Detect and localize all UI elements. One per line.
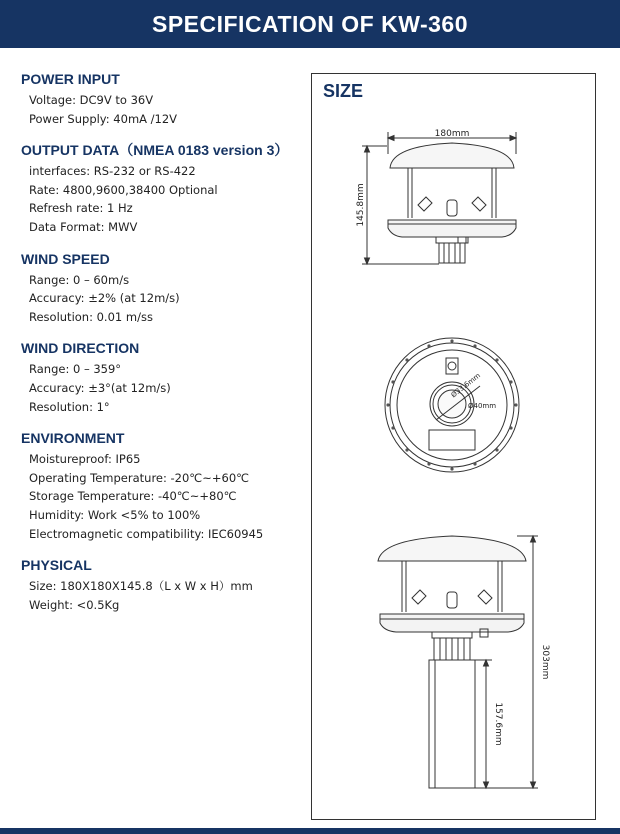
section-title: WIND DIRECTION [21, 340, 140, 357]
dim-total-height: 303mm [540, 644, 550, 680]
section-physical [20, 556, 300, 614]
spec-line: Electromagnetic compatibility: IEC60945 [29, 526, 264, 541]
side-view-pole [378, 536, 538, 788]
spec-line: interfaces: RS-232 or RS-422 [29, 164, 196, 179]
spec-line: Operating Temperature: -20℃~+60℃ [29, 470, 250, 485]
spec-line: Weight: <0.5Kg [29, 597, 120, 612]
page-header [0, 0, 620, 48]
section-title: ENVIRONMENT [21, 430, 125, 447]
section-title: POWER INPUT [21, 71, 120, 87]
dim-height: 145.8mm [356, 183, 366, 227]
dim-hole-large: Ø40mm [468, 402, 497, 410]
size-panel [311, 73, 596, 820]
section-title: WIND SPEED [21, 250, 110, 267]
side-view-top [362, 132, 516, 264]
dimension-drawing [312, 74, 597, 821]
spec-line: Data Format: MWV [29, 219, 138, 234]
spec-line: Resolution: 0.01 m/ss [29, 309, 153, 324]
spec-line: Storage Temperature: -40℃~+80℃ [29, 489, 237, 504]
dim-width: 180mm [434, 129, 470, 139]
spec-list [20, 70, 300, 627]
section-environment [20, 429, 300, 543]
section-title [21, 141, 300, 159]
dim-pole-height: 157.6mm [493, 702, 503, 746]
section-wind-speed [20, 250, 300, 327]
spec-line: Size: 180X180X145.8（L x W x H）mm [29, 579, 253, 594]
spec-line: Rate: 4800,9600,38400 Optional [29, 182, 218, 197]
spec-line: Power Supply: 40mA /12V [29, 111, 178, 126]
spec-line: Range: 0 – 60m/s [29, 272, 130, 287]
size-title: SIZE [323, 81, 364, 101]
spec-line: Accuracy: ±2% (at 12m/s) [29, 291, 180, 306]
section-title-sub: （NMEA 0183 version 3） [119, 142, 289, 159]
spec-line: Refresh rate: 1 Hz [29, 201, 133, 216]
footer-bar [0, 828, 620, 834]
spec-line: Moistureproof: IP65 [29, 452, 141, 467]
section-power-input [20, 70, 300, 128]
spec-line: Accuracy: ±3°(at 12m/s) [29, 380, 171, 395]
dim-hole-small: Ø33.6mm [449, 371, 482, 400]
page-title: SPECIFICATION OF KW-360 [151, 10, 469, 37]
spec-line: Resolution: 1° [29, 399, 110, 414]
section-wind-direction [20, 339, 300, 416]
section-title: PHYSICAL [21, 557, 92, 574]
spec-line: Range: 0 – 359° [29, 362, 122, 377]
plan-view [385, 338, 519, 472]
section-title-main: OUTPUT DATA [21, 142, 120, 159]
section-output-data [20, 141, 300, 236]
spec-line: Voltage: DC9V to 36V [29, 93, 154, 107]
spec-line: Humidity: Work <5% to 100% [29, 507, 201, 522]
